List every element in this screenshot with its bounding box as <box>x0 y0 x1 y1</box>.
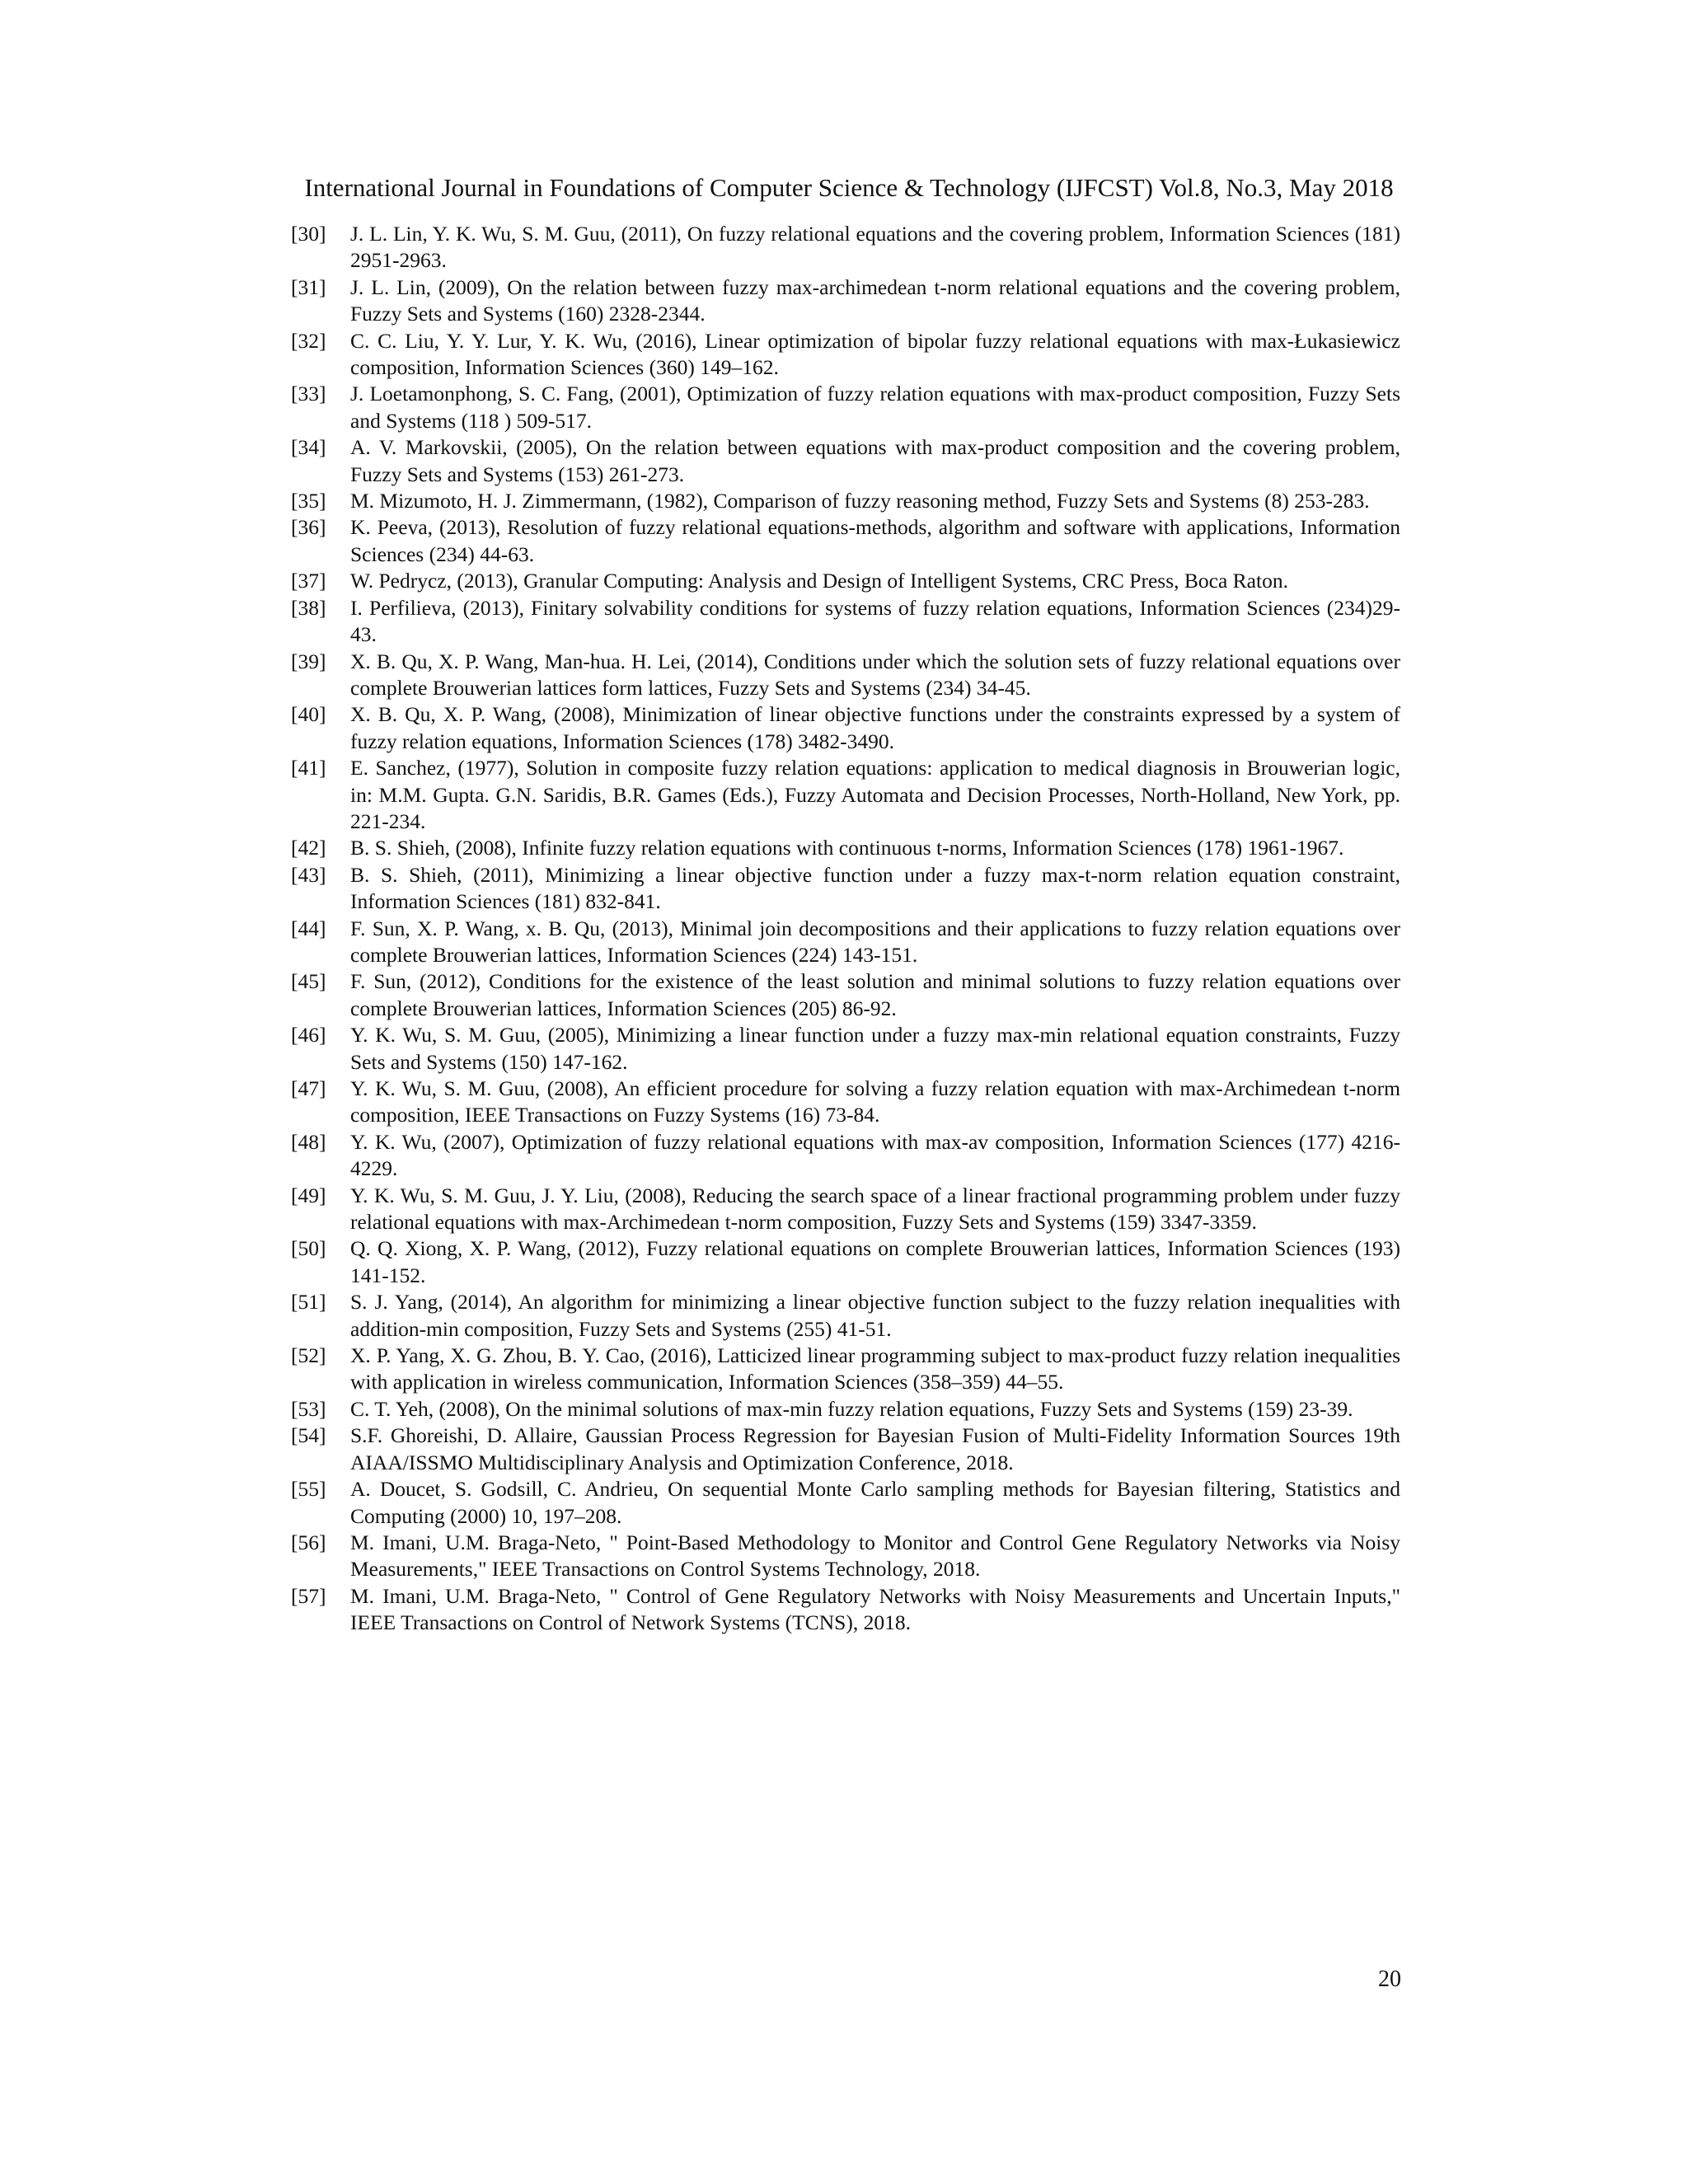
reference-text: M. Imani, U.M. Braga-Neto, " Control of Gene Regulatory Networks with Noisy Measurements and Uncertain Inputs," IEEE Transactions on Control of Network Systems (TCNS), 2018. <box>350 1583 1400 1635</box>
reference-item <box>291 1183 1400 1236</box>
reference-text: I. Perfilieva, (2013), Finitary solvability conditions for systems of fuzzy relation equations, Information Sciences (234)29-43. <box>350 595 1400 647</box>
reference-number: [48] <box>291 1129 326 1154</box>
reference-text: X. B. Qu, X. P. Wang, Man-hua. H. Lei, (2014), Conditions under which the solution sets of fuzzy relational equations over complete Brouwerian lattices form lattices, Fuzzy Sets and Systems (234) 34-45. <box>350 649 1400 700</box>
reference-number: [55] <box>291 1477 326 1502</box>
reference-number: [47] <box>291 1076 326 1100</box>
reference-item <box>291 701 1400 755</box>
reference-text: X. P. Yang, X. G. Zhou, B. Y. Cao, (2016), Latticized linear programming subject to max-product fuzzy relation inequalities with application in wireless communication, Information Sciences (358–359) 44–55. <box>350 1343 1400 1394</box>
reference-item <box>291 568 1400 594</box>
reference-number: [31] <box>291 274 326 299</box>
reference-text: F. Sun, X. P. Wang, x. B. Qu, (2013), Minimal join decompositions and their applications to fuzzy relation equations over complete Brouwerian lattices, Information Sciences (224) 143-151. <box>350 916 1400 967</box>
reference-item <box>291 649 1400 702</box>
reference-text: M. Mizumoto, H. J. Zimmermann, (1982), Comparison of fuzzy reasoning method, Fuzzy Sets and Systems (8) 253-283. <box>350 489 1370 513</box>
reference-item <box>291 1396 1400 1422</box>
reference-text: B. S. Shieh, (2008), Infinite fuzzy relation equations with continuous t-norms, Information Sciences (178) 1961-1967. <box>350 836 1344 860</box>
reference-number: [30] <box>291 222 326 246</box>
reference-number: [45] <box>291 969 326 994</box>
reference-number: [42] <box>291 836 326 860</box>
reference-text: J. Loetamonphong, S. C. Fang, (2001), Optimization of fuzzy relation equations with max-product composition, Fuzzy Sets and Systems (118 ) 509-517. <box>350 382 1400 433</box>
reference-text: W. Pedrycz, (2013), Granular Computing: Analysis and Design of Intelligent Systems, CRC Press, Boca Raton. <box>350 569 1288 593</box>
journal-header: International Journal in Foundations of Computer Science & Technology (IJFCST) Vol.8, No.3, May 2018 <box>304 173 1394 202</box>
reference-number: [52] <box>291 1343 326 1368</box>
reference-item <box>291 381 1400 434</box>
reference-item <box>291 1129 1400 1183</box>
reference-list <box>291 221 1400 1637</box>
reference-number: [50] <box>291 1236 326 1261</box>
reference-number: [57] <box>291 1583 326 1608</box>
reference-item <box>291 488 1400 514</box>
reference-item <box>291 1022 1400 1076</box>
reference-item <box>291 328 1400 382</box>
reference-text: Y. K. Wu, S. M. Guu, (2005), Minimizing a linear function under a fuzzy max-min relational equation constraints, Fuzzy Sets and Systems (150) 147-162. <box>350 1023 1400 1074</box>
reference-text: Y. K. Wu, (2007), Optimization of fuzzy relational equations with max-av composition, Information Sciences (177) 4216-4229. <box>350 1129 1400 1181</box>
reference-text: Q. Q. Xiong, X. P. Wang, (2012), Fuzzy relational equations on complete Brouwerian lattices, Information Sciences (193) 141-152. <box>350 1236 1400 1287</box>
reference-text: A. V. Markovskii, (2005), On the relation between equations with max-product composition and the covering problem, Fuzzy Sets and Systems (153) 261-273. <box>350 435 1400 486</box>
reference-number: [33] <box>291 382 326 406</box>
reference-text: M. Imani, U.M. Braga-Neto, " Point-Based Methodology to Monitor and Control Gene Regulatory Networks via Noisy Measurements," IEEE Transactions on Control Systems Technology, 2018. <box>350 1530 1400 1582</box>
reference-number: [32] <box>291 328 326 353</box>
reference-text: E. Sanchez, (1977), Solution in composite fuzzy relation equations: application to medical diagnosis in Brouwerian logic, in: M.M. Gupta. G.N. Saridis, B.R. Games (Eds.), Fuzzy Automata and Decision Processes, North-Holland, New York, pp. 221-234. <box>350 756 1400 833</box>
reference-item <box>291 862 1400 916</box>
reference-item <box>291 755 1400 835</box>
reference-number: [46] <box>291 1023 326 1047</box>
reference-number: [39] <box>291 649 326 673</box>
reference-number: [54] <box>291 1423 326 1448</box>
reference-number: [43] <box>291 862 326 887</box>
reference-number: [37] <box>291 569 326 593</box>
reference-text: X. B. Qu, X. P. Wang, (2008), Minimization of linear objective functions under the constraints expressed by a system of fuzzy relation equations, Information Sciences (178) 3482-3490. <box>350 702 1400 753</box>
reference-number: [41] <box>291 756 326 780</box>
reference-text: A. Doucet, S. Godsill, C. Andrieu, On sequential Monte Carlo sampling methods for Bayesian filtering, Statistics and Computing (2000) 10, 197–208. <box>350 1477 1400 1528</box>
reference-item <box>291 1076 1400 1129</box>
reference-item <box>291 1235 1400 1289</box>
reference-item <box>291 595 1400 649</box>
reference-item <box>291 1422 1400 1476</box>
reference-text: K. Peeva, (2013), Resolution of fuzzy relational equations-methods, algorithm and software with applications, Information Sciences (234) 44-63. <box>350 515 1400 566</box>
reference-number: [34] <box>291 435 326 460</box>
reference-text: Y. K. Wu, S. M. Guu, (2008), An efficient procedure for solving a fuzzy relation equation with max-Archimedean t-norm composition, IEEE Transactions on Fuzzy Systems (16) 73-84. <box>350 1076 1400 1127</box>
reference-item <box>291 1583 1400 1637</box>
reference-item <box>291 916 1400 969</box>
reference-number: [44] <box>291 916 326 940</box>
reference-text: J. L. Lin, Y. K. Wu, S. M. Guu, (2011), On fuzzy relational equations and the covering problem, Information Sciences (181) 2951-2963. <box>350 222 1400 273</box>
reference-text: C. T. Yeh, (2008), On the minimal solutions of max-min fuzzy relation equations, Fuzzy Sets and Systems (159) 23-39. <box>350 1396 1353 1421</box>
reference-number: [56] <box>291 1530 326 1554</box>
reference-text: F. Sun, (2012), Conditions for the existence of the least solution and minimal solutions to fuzzy relation equations over complete Brouwerian lattices, Information Sciences (205) 86-92. <box>350 969 1400 1020</box>
reference-item <box>291 1530 1400 1583</box>
reference-number: [36] <box>291 515 326 540</box>
reference-text: B. S. Shieh, (2011), Minimizing a linear objective function under a fuzzy max-t-norm relation equation constraint, Information Sciences (181) 832-841. <box>350 862 1400 914</box>
reference-text: S.F. Ghoreishi, D. Allaire, Gaussian Process Regression for Bayesian Fusion of Multi-Fidelity Information Sources 19th AIAA/ISSMO Multidisciplinary Analysis and Optimization Conference, 2018. <box>350 1423 1400 1474</box>
page-number: 20 <box>1378 1966 1401 1992</box>
reference-text: S. J. Yang, (2014), An algorithm for minimizing a linear objective function subject to the fuzzy relation inequalities with addition-min composition, Fuzzy Sets and Systems (255) 41-51. <box>350 1290 1400 1341</box>
reference-item <box>291 1289 1400 1343</box>
reference-text: Y. K. Wu, S. M. Guu, J. Y. Liu, (2008), Reducing the search space of a linear fractional programming problem under fuzzy relational equations with max-Archimedean t-norm composition, Fuzzy Sets and Systems (159) 3347-3359. <box>350 1183 1400 1235</box>
reference-item <box>291 274 1400 328</box>
reference-text: C. C. Liu, Y. Y. Lur, Y. K. Wu, (2016), Linear optimization of bipolar fuzzy relational equations with max-Łukasiewicz composition, Information Sciences (360) 149–162. <box>350 328 1400 380</box>
reference-item <box>291 1343 1400 1396</box>
reference-item <box>291 968 1400 1022</box>
reference-number: [49] <box>291 1183 326 1207</box>
reference-number: [51] <box>291 1290 326 1315</box>
reference-item <box>291 434 1400 488</box>
reference-item <box>291 221 1400 274</box>
reference-number: [40] <box>291 702 326 727</box>
reference-number: [38] <box>291 595 326 620</box>
reference-text: J. L. Lin, (2009), On the relation between fuzzy max-archimedean t-norm relational equations and the covering problem, Fuzzy Sets and Systems (160) 2328-2344. <box>350 274 1400 326</box>
reference-number: [53] <box>291 1396 326 1421</box>
reference-item <box>291 835 1400 861</box>
reference-item <box>291 514 1400 568</box>
reference-number: [35] <box>291 489 326 513</box>
reference-item <box>291 1476 1400 1530</box>
